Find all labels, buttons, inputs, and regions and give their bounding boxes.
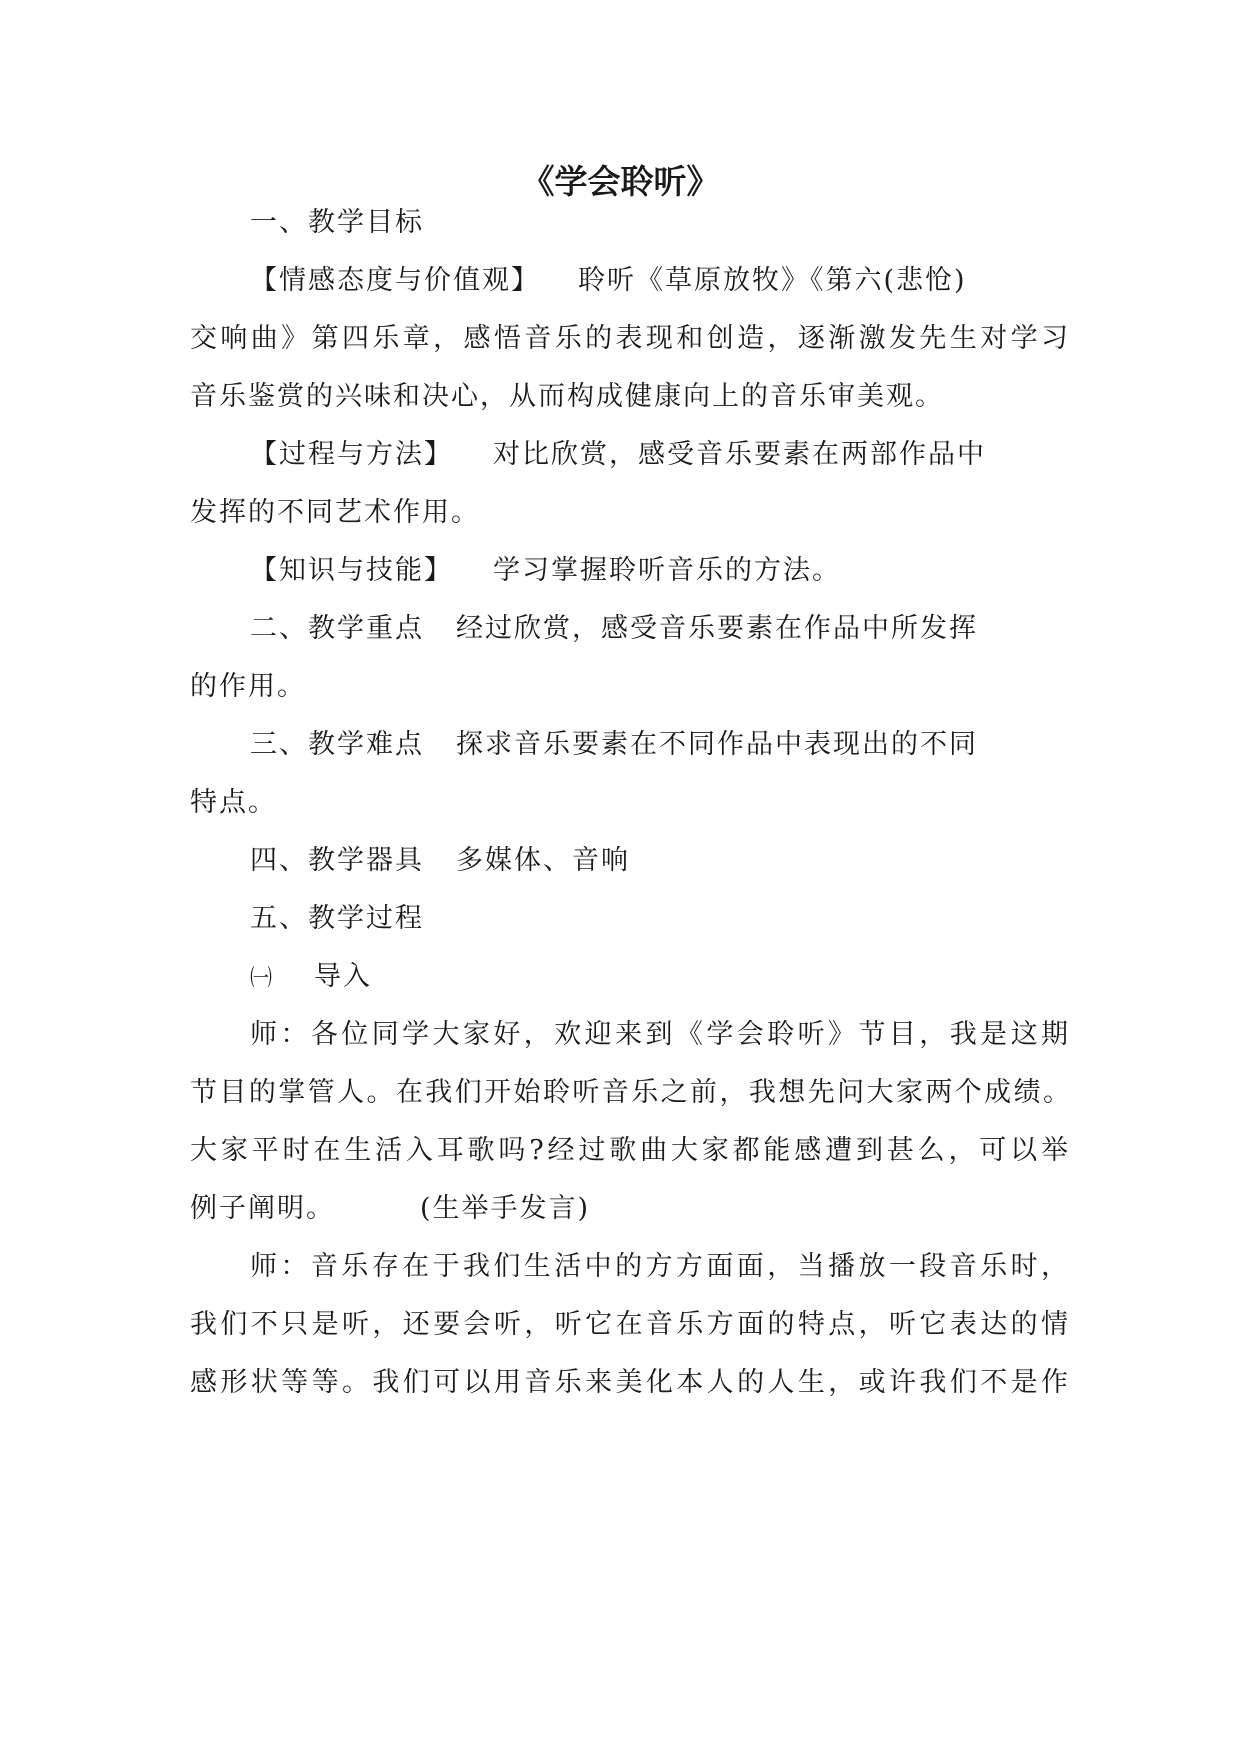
goal-knowledge-label: 【知识与技能】 [250,555,453,586]
intro-heading: 导入 [314,961,372,992]
intro-number: ㈠ [250,966,275,991]
heading-teaching-goals: 一、教学目标 [250,207,424,238]
equipment-text: 多媒体、音响 [456,845,630,876]
goal-emotion-text: 聆听《草原放牧》《第六(悲怆) [578,265,967,296]
goal-knowledge-text: 学习掌握聆听音乐的方法。 [493,555,841,586]
paragraph-line: 师：各位同学大家好，欢迎来到《学会聆听》节目，我是这期 [250,1019,1070,1050]
paragraph-line: 我们不只是听，还要会听，听它在音乐方面的特点，听它表达的情 [190,1309,1070,1340]
paragraph-line: 节目的掌管人。在我们开始聆听音乐之前，我想先问大家两个成绩。 [190,1077,1070,1108]
goal-emotion-row [250,261,1070,301]
document-title: 《学会聆听》 [521,162,720,201]
equipment-row [250,841,1070,881]
paragraph-line: 师：音乐存在于我们生活中的方方面面，当播放一段音乐时， [250,1251,1070,1282]
student-response-note: (生举手发言) [420,1193,591,1224]
paragraph-line: 特点。 [190,787,277,818]
key-points-text: 经过欣赏，感受音乐要素在作品中所发挥 [456,613,978,644]
paragraph-line: 的作用。 [190,671,306,702]
goal-emotion-label: 【情感态度与价值观】 [250,265,540,296]
goal-knowledge-row [250,551,1070,591]
difficulties-text: 探求音乐要素在不同作品中表现出的不同 [456,729,978,760]
goal-process-label: 【过程与方法】 [250,439,453,470]
goal-process-text: 对比欣赏，感受音乐要素在两部作品中 [493,439,986,470]
paragraph-row [190,1189,1070,1229]
paragraph-line: 交响曲》第四乐章，感悟音乐的表现和创造，逐渐激发先生对学习 [190,323,1070,354]
key-points-heading: 二、教学重点 [250,613,424,644]
paragraph-line: 感形状等等。我们可以用音乐来美化本人的人生，或许我们不是作 [190,1367,1070,1398]
goal-process-row [250,435,1070,475]
difficulties-row [250,725,1070,765]
paragraph-line: 发挥的不同艺术作用。 [190,497,480,528]
intro-row [250,957,1070,999]
difficulties-heading: 三、教学难点 [250,729,424,760]
paragraph-line: 音乐鉴赏的兴味和决心，从而构成健康向上的音乐审美观。 [190,381,944,412]
equipment-heading: 四、教学器具 [250,845,424,876]
key-points-row [250,609,1070,649]
heading-teaching-process: 五、教学过程 [250,903,424,934]
paragraph-line: 例子阐明。 [190,1193,335,1224]
paragraph-line: 大家平时在生活入耳歌吗?经过歌曲大家都能感遭到甚么，可以举 [190,1135,1070,1166]
